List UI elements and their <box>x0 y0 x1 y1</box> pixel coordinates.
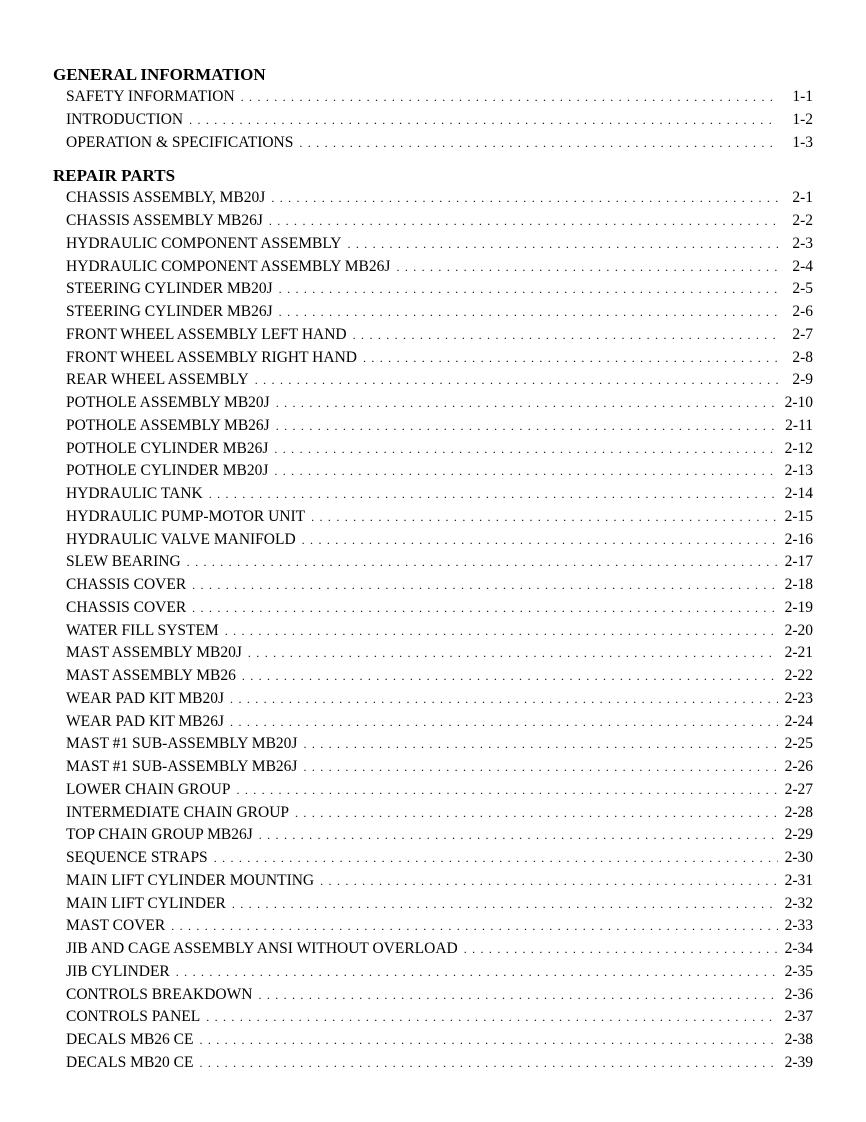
entry-label: POTHOLE ASSEMBLY MB26J <box>66 416 270 434</box>
toc-entry[interactable] <box>53 688 813 711</box>
entry-page-number: 2-10 <box>784 394 813 411</box>
toc-entry[interactable] <box>53 551 813 574</box>
entry-page-number: 2-34 <box>784 940 813 957</box>
dot-leader <box>189 109 778 132</box>
entry-page-number: 2-35 <box>784 962 813 980</box>
entry-label: INTRODUCTION <box>66 110 184 128</box>
dot-leader <box>258 984 778 1007</box>
table-of-contents <box>53 64 813 1075</box>
toc-entry[interactable] <box>53 938 813 961</box>
entry-label: WEAR PAD KIT MB26J <box>66 712 225 730</box>
entry-label: HYDRAULIC PUMP-MOTOR UNIT <box>66 507 306 525</box>
entry-page-number: 2-12 <box>784 439 813 457</box>
entry-page-number: 2-4 <box>792 257 813 275</box>
dot-leader <box>176 961 778 984</box>
toc-entry[interactable] <box>53 824 813 847</box>
dot-leader <box>192 597 778 620</box>
toc-entry[interactable] <box>53 233 813 256</box>
toc-entry[interactable] <box>53 86 813 109</box>
dot-leader <box>206 1006 778 1029</box>
toc-entry[interactable] <box>53 529 813 552</box>
toc-entry[interactable] <box>53 256 813 279</box>
entry-page-number: 2-22 <box>784 667 813 684</box>
toc-entry[interactable] <box>53 1006 813 1029</box>
toc-entry[interactable] <box>53 132 813 155</box>
toc-entry[interactable] <box>53 711 813 734</box>
toc-entry[interactable] <box>53 301 813 324</box>
entry-page-number: 2-3 <box>792 234 813 252</box>
dot-leader <box>232 893 778 916</box>
dot-leader <box>199 1052 778 1075</box>
toc-section <box>53 165 813 1074</box>
entry-label: SLEW BEARING <box>66 553 181 571</box>
entry-label: MAST ASSEMBLY MB20J <box>66 644 242 662</box>
entry-label: FRONT WHEEL ASSEMBLY LEFT HAND <box>66 325 347 343</box>
dot-leader <box>311 506 778 529</box>
dot-leader <box>347 233 778 256</box>
toc-entry[interactable] <box>53 915 813 938</box>
entry-page-number: 2-6 <box>792 303 813 320</box>
entry-page-number: 2-28 <box>784 803 813 821</box>
entry-page-number: 2-38 <box>784 1031 813 1048</box>
dot-leader <box>295 802 778 825</box>
dot-leader <box>248 642 778 665</box>
toc-entry[interactable] <box>53 210 813 233</box>
dot-leader <box>276 392 778 415</box>
entry-page-number: 1-2 <box>792 110 813 128</box>
entry-page-number: 2-39 <box>784 1053 813 1071</box>
toc-entry[interactable] <box>53 665 813 688</box>
entry-page-number: 2-30 <box>784 849 813 866</box>
entry-page-number: 2-7 <box>792 325 813 343</box>
entry-label: POTHOLE CYLINDER MB20J <box>66 462 269 480</box>
entry-label: MAIN LIFT CYLINDER <box>66 894 226 912</box>
entry-page-number: 2-16 <box>784 530 813 548</box>
entry-page-number: 1-3 <box>792 133 813 151</box>
section-title: GENERAL INFORMATION <box>53 65 266 84</box>
entry-label: POTHOLE ASSEMBLY MB20J <box>66 394 270 411</box>
dot-leader <box>171 915 778 938</box>
entry-label: MAST #1 SUB-ASSEMBLY MB26J <box>66 758 298 775</box>
dot-leader <box>230 688 778 711</box>
entry-label: JIB CYLINDER <box>66 962 170 980</box>
dot-leader <box>276 415 778 438</box>
entry-label: WEAR PAD KIT MB20J <box>66 689 225 707</box>
section-title: REPAIR PARTS <box>53 166 176 186</box>
entry-page-number: 2-2 <box>792 212 813 229</box>
entry-label: STEERING CYLINDER MB26J <box>66 303 273 320</box>
entry-page-number: 2-5 <box>792 280 813 298</box>
entry-label: CHASSIS ASSEMBLY MB26J <box>66 212 263 229</box>
dot-leader <box>236 779 778 802</box>
dot-leader <box>279 301 778 324</box>
dot-leader <box>214 847 778 870</box>
dot-leader <box>271 187 778 210</box>
dot-leader <box>363 347 778 370</box>
entry-label: CHASSIS COVER <box>66 576 187 593</box>
entry-label: STEERING CYLINDER MB20J <box>66 280 273 298</box>
dot-leader <box>241 86 778 109</box>
dot-leader <box>274 460 778 483</box>
entry-page-number: 2-29 <box>784 826 813 844</box>
entry-label: HYDRAULIC COMPONENT ASSEMBLY MB26J <box>66 257 391 275</box>
entry-label: OPERATION & SPECIFICATIONS <box>66 133 294 151</box>
entry-label: HYDRAULIC VALVE MANIFOLD <box>66 530 296 548</box>
toc-entry[interactable] <box>53 1052 813 1075</box>
dot-leader <box>187 551 778 574</box>
entry-label: HYDRAULIC TANK <box>66 485 203 502</box>
dot-leader <box>269 210 778 233</box>
toc-entry[interactable] <box>53 187 813 210</box>
toc-section <box>53 64 813 154</box>
entry-page-number: 2-24 <box>784 712 813 730</box>
toc-entry[interactable] <box>53 278 813 301</box>
entry-page-number: 2-25 <box>784 735 813 753</box>
entry-page-number: 2-17 <box>784 553 813 571</box>
entry-page-number: 2-27 <box>784 780 813 798</box>
dot-leader <box>299 132 778 155</box>
toc-entry[interactable] <box>53 109 813 132</box>
entry-page-number: 2-26 <box>784 758 813 775</box>
toc-entry[interactable] <box>53 324 813 347</box>
entry-page-number: 2-9 <box>792 371 813 389</box>
toc-entry[interactable] <box>53 893 813 916</box>
toc-entry[interactable] <box>53 620 813 643</box>
toc-entry[interactable] <box>53 779 813 802</box>
entry-label: HYDRAULIC COMPONENT ASSEMBLY <box>66 234 342 252</box>
toc-entry[interactable] <box>53 733 813 756</box>
dot-leader <box>199 1029 778 1052</box>
entry-label: CHASSIS COVER <box>66 598 187 616</box>
toc-entry[interactable] <box>53 756 813 779</box>
entry-label: POTHOLE CYLINDER MB26J <box>66 439 269 457</box>
entry-label: FRONT WHEEL ASSEMBLY RIGHT HAND <box>66 348 357 366</box>
toc-entry[interactable] <box>53 961 813 984</box>
toc-entry[interactable] <box>53 1029 813 1052</box>
entry-label: MAST #1 SUB-ASSEMBLY MB20J <box>66 735 298 753</box>
entry-page-number: 2-32 <box>784 894 813 912</box>
dot-leader <box>259 824 778 847</box>
entry-page-number: 2-33 <box>784 917 813 935</box>
entry-label: SAFETY INFORMATION <box>66 88 235 105</box>
dot-leader <box>464 938 778 961</box>
toc-entry[interactable] <box>53 506 813 529</box>
toc-entry[interactable] <box>53 483 813 506</box>
toc-entry[interactable] <box>53 438 813 461</box>
dot-leader <box>303 733 778 756</box>
toc-entry[interactable] <box>53 597 813 620</box>
entry-label: JIB AND CAGE ASSEMBLY ANSI WITHOUT OVERLOAD <box>66 940 458 957</box>
dot-leader <box>320 870 778 893</box>
entry-page-number: 2-19 <box>784 598 813 616</box>
dot-leader <box>303 756 778 779</box>
dot-leader <box>209 483 778 506</box>
entry-label: DECALS MB20 CE <box>66 1053 194 1071</box>
entry-page-number: 2-21 <box>784 644 813 662</box>
dot-leader <box>353 324 778 347</box>
toc-entry[interactable] <box>53 460 813 483</box>
toc-entry[interactable] <box>53 347 813 370</box>
dot-leader <box>396 256 778 279</box>
entry-page-number: 2-14 <box>784 485 813 502</box>
dot-leader <box>225 620 778 643</box>
entry-label: MAIN LIFT CYLINDER MOUNTING <box>66 871 315 889</box>
toc-entry[interactable] <box>53 642 813 665</box>
toc-entry[interactable] <box>53 369 813 392</box>
entry-page-number: 2-13 <box>784 462 813 480</box>
entry-page-number: 2-36 <box>784 985 813 1003</box>
entry-label: INTERMEDIATE CHAIN GROUP <box>66 803 290 821</box>
toc-entry[interactable] <box>53 802 813 825</box>
entry-label: WATER FILL SYSTEM <box>66 621 219 639</box>
entry-label: CONTROLS PANEL <box>66 1008 201 1026</box>
entry-page-number: 2-11 <box>785 416 813 434</box>
toc-entry[interactable] <box>53 847 813 870</box>
entry-page-number: 2-20 <box>784 621 813 639</box>
entry-page-number: 2-15 <box>784 507 813 525</box>
entry-label: CHASSIS ASSEMBLY, MB20J <box>66 189 266 207</box>
toc-entry[interactable] <box>53 415 813 438</box>
entry-label: SEQUENCE STRAPS <box>66 849 208 866</box>
entry-page-number: 2-18 <box>784 576 813 593</box>
entry-page-number: 2-1 <box>792 189 813 207</box>
toc-entry[interactable] <box>53 984 813 1007</box>
dot-leader <box>255 369 778 392</box>
toc-entry[interactable] <box>53 574 813 597</box>
entry-label: CONTROLS BREAKDOWN <box>66 985 253 1003</box>
dot-leader <box>302 529 778 552</box>
entry-page-number: 2-31 <box>784 871 813 889</box>
toc-entry[interactable] <box>53 392 813 415</box>
dot-leader <box>274 438 778 461</box>
dot-leader <box>230 711 778 734</box>
entry-label: DECALS MB26 CE <box>66 1031 194 1048</box>
dot-leader <box>192 574 778 597</box>
entry-page-number: 2-23 <box>784 689 813 707</box>
entry-label: MAST ASSEMBLY MB26 <box>66 667 236 684</box>
entry-label: MAST COVER <box>66 917 166 935</box>
entry-page-number: 2-8 <box>792 348 813 366</box>
toc-entry[interactable] <box>53 870 813 893</box>
entry-label: LOWER CHAIN GROUP <box>66 780 231 798</box>
entry-label: TOP CHAIN GROUP MB26J <box>66 826 253 844</box>
dot-leader <box>242 665 778 688</box>
entry-page-number: 2-37 <box>784 1008 813 1026</box>
dot-leader <box>279 278 778 301</box>
entry-label: REAR WHEEL ASSEMBLY <box>66 371 249 389</box>
entry-page-number: 1-1 <box>792 88 813 105</box>
